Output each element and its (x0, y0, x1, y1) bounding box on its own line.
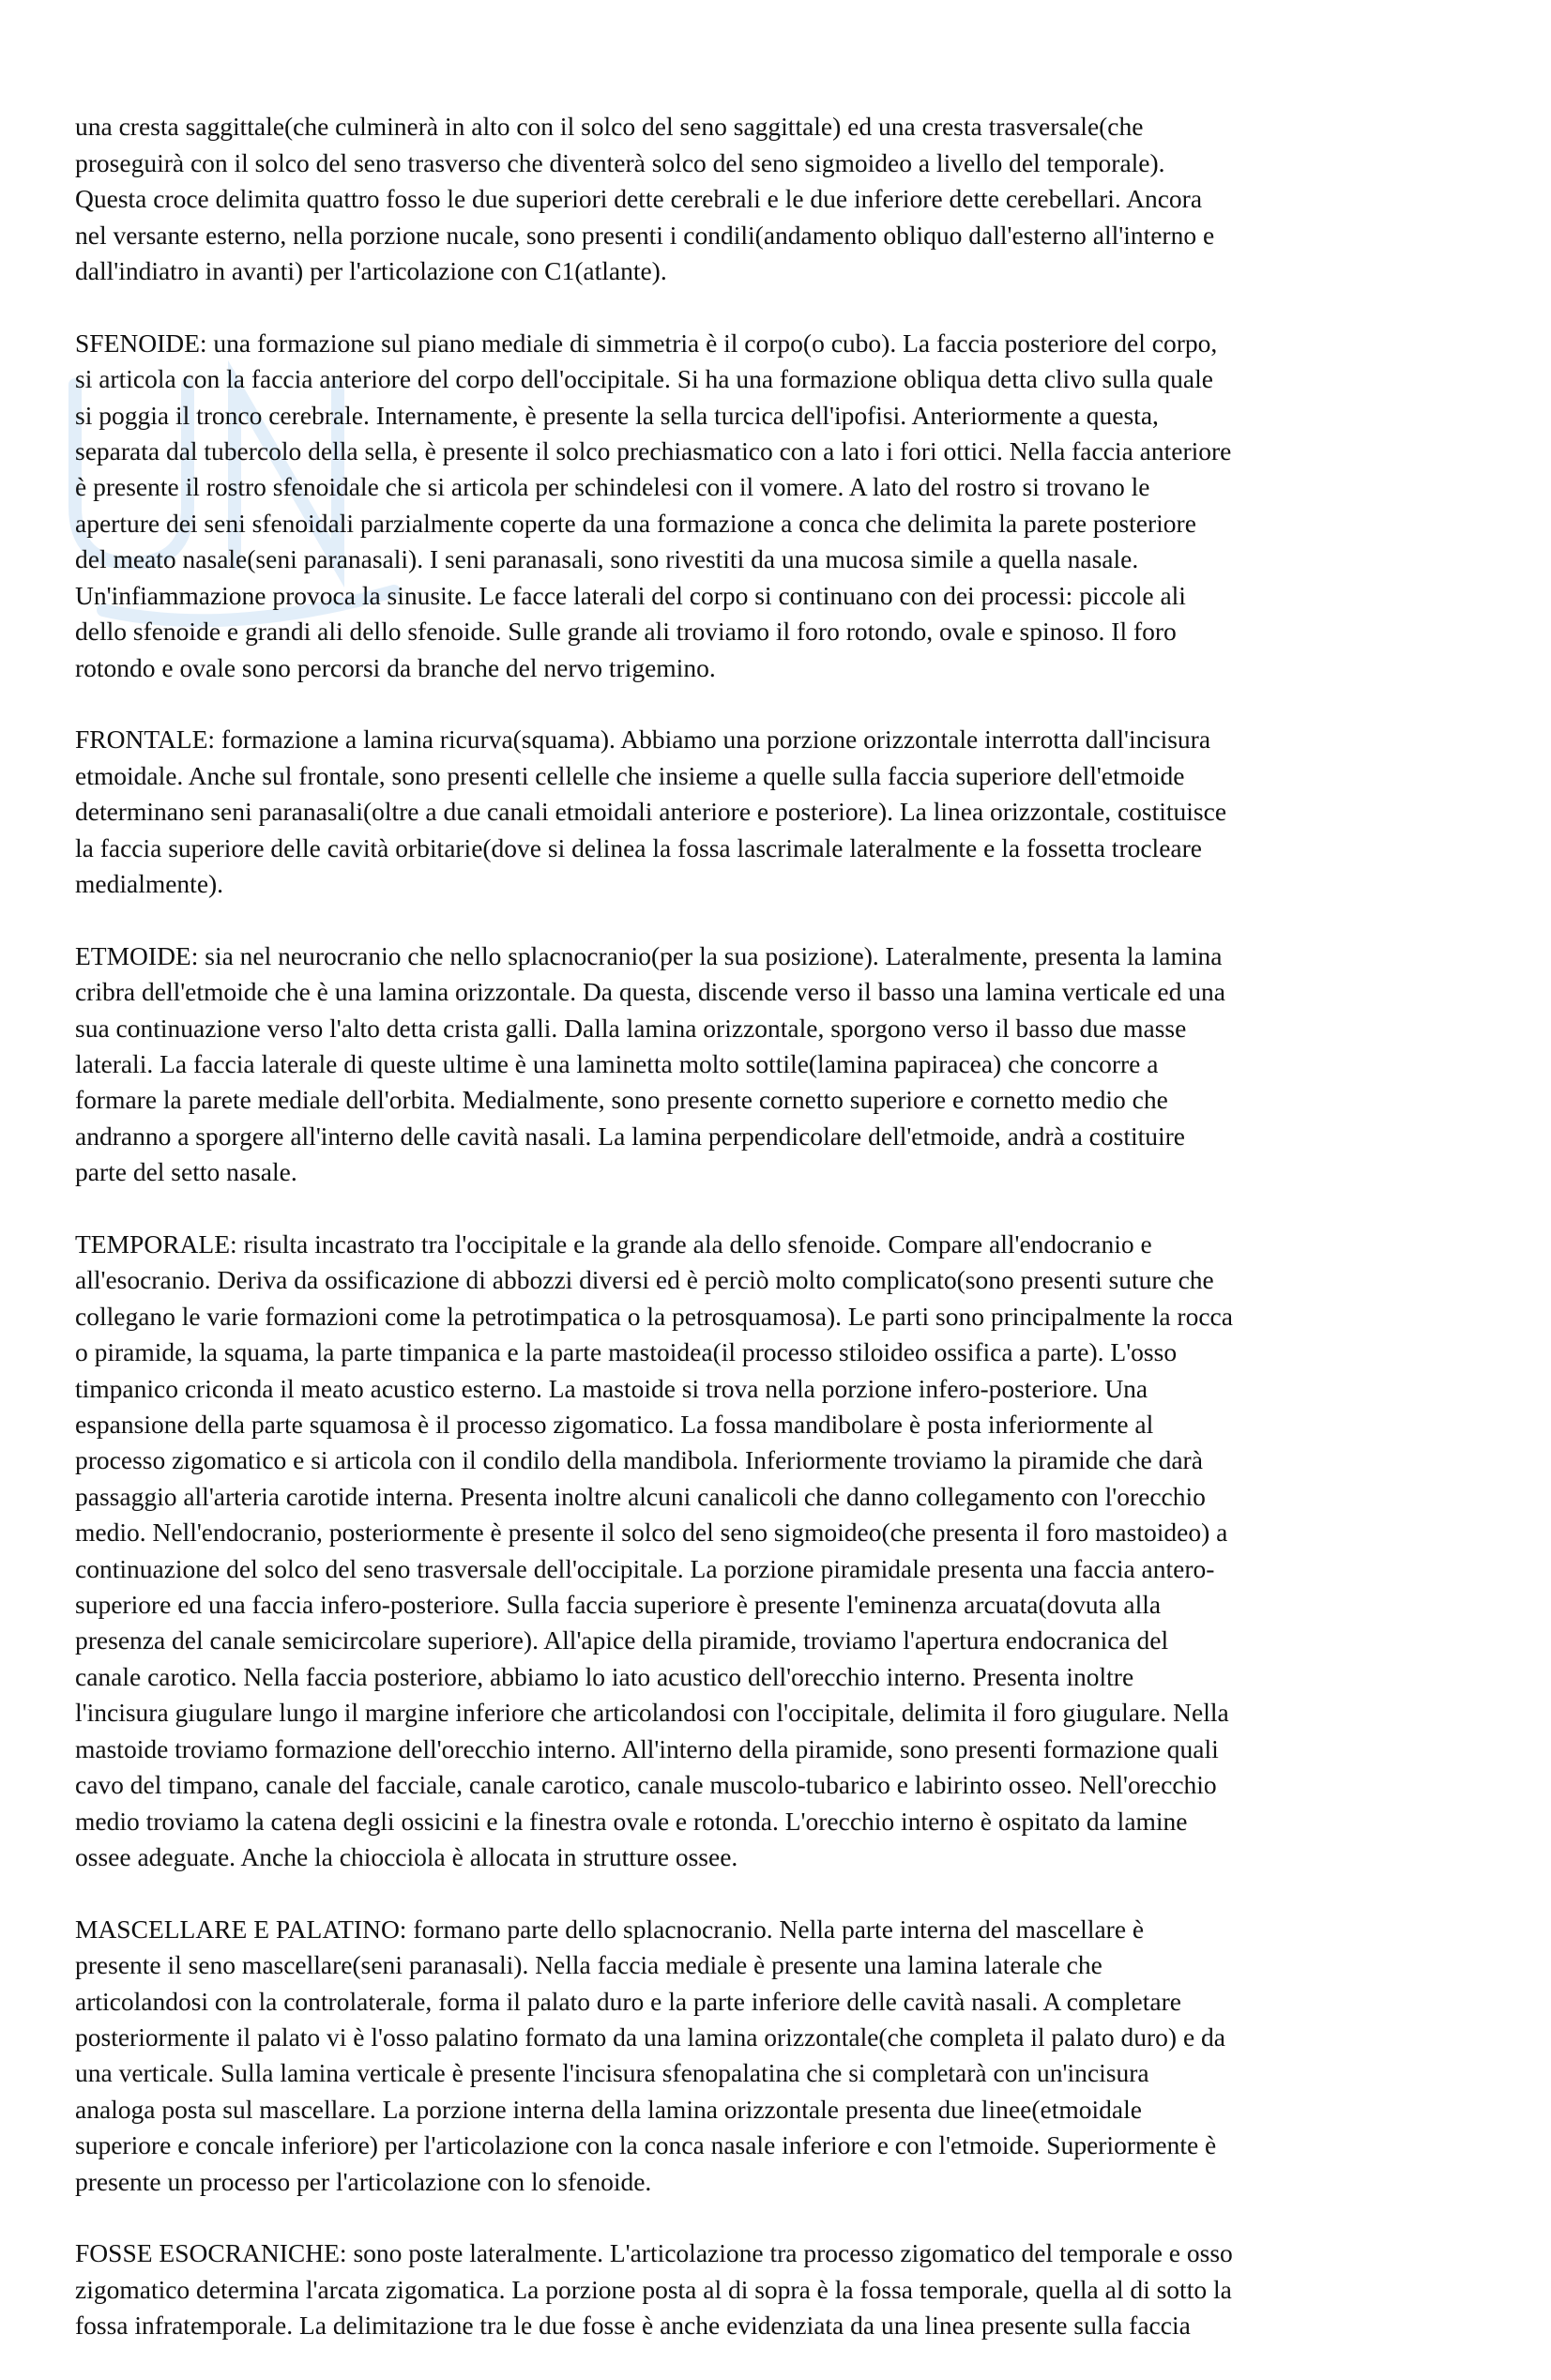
paragraph-temporale: TEMPORALE: risulta incastrato tra l'occipitale e la grande ala dello sfenoide. Compare all'endocranio e all'esocranio. Deriva da ossificazione di abbozzi diversi ed è perciò molto complicato(sono presenti suture che collegano le varie formazioni come la petrotimpatica o la petrosquamosa). Le parti sono principalmente la rocca o piramide, la squama, la parte timpanica e la parte mastoidea(il processo stiloideo ossifica a parte). L'osso timpanico criconda il meato acustico esterno. La mastoide si trova nella porzione infero-posteriore. Una espansione della parte squamosa è il processo zigomatico. La fossa mandibolare è posta inferiormente al processo zigomatico e si articola con il condilo della mandibola. Inferiormente troviamo la piramide che darà passaggio all'arteria carotide interna. Presenta inoltre alcuni canalicoli che danno collegamento con l'orecchio medio. Nell'endocranio, posteriormente è presente il solco del seno sigmoideo(che presenta il foro mastoideo) a continuazione del solco del seno trasversale dell'occipitale. La porzione piramidale presenta una faccia antero- superiore ed una faccia infero-posteriore. Sulla faccia superiore è presente l'eminenza arcuata(dovuta alla presenza del canale semicircolare superiore). All'apice della piramide, troviamo l'apertura endocranica del canale carotico. Nella faccia posteriore, abbiamo lo iato acustico dell'orecchio interno. Presenta inoltre l'incisura giugulare lungo il margine inferiore che articolandosi con l'occipitale, delimita il foro giugulare. Nella mastoide troviamo formazione dell'orecchio interno. All'interno della piramide, sono presenti formazione quali cavo del timpano, canale del facciale, canale carotico, canale muscolo-tubarico e labirinto osseo. Nell'orecchio medio troviamo la catena degli ossicini e la finestra ovale e rotonda. L'orecchio interno è ospitato da lamine ossee adeguate. Anche la chiocciola è allocata in strutture ossee. (75, 1229, 1233, 1871)
paragraph-mascellare-palatino: MASCELLARE E PALATINO: formano parte dello splacnocranio. Nella parte interna del mascellare è presente il seno mascellare(seni paranasali). Nella faccia mediale è presente una lamina laterale che articolandosi con la controlaterale, forma il palato duro e la parte inferiore delle cavità nasali. A completare posteriormente il palato vi è l'osso palatino formato da una lamina orizzontale(che completa il palato duro) e da una verticale. Sulla lamina verticale è presente l'incisura sfenopalatina che si completarà con un'incisura analoga posta sul mascellare. La porzione interna della lamina orizzontale presenta due linee(etmoidale superiore e concale inferiore) per l'articolazione con la conca nasale inferiore e con l'etmoide. Superiormente è presente un processo per l'articolazione con lo sfenoide. (75, 1914, 1225, 2196)
paragraph-fosse-esocraniche: FOSSE ESOCRANICHE: sono poste lateralmente. L'articolazione tra processo zigomatico del temporale e osso zigomatico determina l'arcata zigomatica. La porzione posta al di sopra è la fossa temporale, quella al di sotto la fossa infratemporale. La delimitazione tra le due fosse è anche evidenziata da una linea presente sulla faccia (75, 2238, 1233, 2341)
paragraph-etmoide: ETMOIDE: sia nel neurocranio che nello splacnocranio(per la sua posizione). Lateralmente, presenta la lamina cribra dell'etmoide che è una lamina orizzontale. Da questa, discende verso il basso una lamina verticale ed una sua continuazione verso l'alto detta crista galli. Dalla lamina orizzontale, sporgono verso il basso due masse laterali. La faccia laterale di queste ultime è una laminetta molto sottile(lamina papiracea) che concorre a formare la parete mediale dell'orbita. Medialmente, sono presente cornetto superiore e cornetto medio che andranno a sporgere all'interno delle cavità nasali. La lamina perpendicolare dell'etmoide, andrà a costituire parte del setto nasale. (75, 940, 1225, 1187)
paragraph-occipitale-continued: una cresta saggittale(che culminerà in alto con il solco del seno saggittale) ed una cresta trasversale(che proseguirà con il solco del seno trasverso che diventerà solco del seno sigmoideo a livello del temporale). Questa croce delimita quattro fosso le due superiori dette cerebrali e le due inferiore dette cerebellari. Ancora nel versante esterno, nella porzione nucale, sono presenti i condili(andamento obliquo dall'esterno all'interno e dall'indiatro in avanti) per l'articolazione con C1(atlante). (75, 112, 1215, 286)
paragraph-frontale: FRONTALE: formazione a lamina ricurva(squama). Abbiamo una porzione orizzontale interrotta dall'incisura etmoidale. Anche sul frontale, sono presenti cellelle che insieme a quelle sulla faccia superiore dell'etmoide determinano seni paranasali(oltre a due canali etmoidali anteriore e posteriore). La linea orizzontale, costituisce la faccia superiore delle cavità orbitarie(dove si delinea la fossa lascrimale lateralmente e la fossetta trocleare medialmente). (75, 725, 1227, 898)
document-body (75, 73, 1483, 2380)
paragraph-sfenoide: SFENOIDE: una formazione sul piano mediale di simmetria è il corpo(o cubo). La faccia posteriore del corpo, si articola con la faccia anteriore del corpo dell'occipitale. Si ha una formazione obliqua detta clivo sulla quale si poggia il tronco cerebrale. Internamente, è presente la sella turcica dell'ipofisi. Anteriormente a questa, separata dal tubercolo della sella, è presente il solco prechiasmatico con a lato i fori ottici. Nella faccia anteriore è presente il rostro sfenoidale che si articola per schindelesi con il vomere. A lato del rostro si trovano le aperture dei seni sfenoidali parzialmente coperte da una formazione a conca che delimita la parete posteriore del meato nasale(seni paranasali). I seni paranasali, sono rivestiti da una mucosa simile a quella nasale. Un'infiammazione provoca la sinusite. Le facce laterali del corpo si continuano con dei processi: piccole ali dello sfenoide e grandi ali dello sfenoide. Sulle grande ali troviamo il foro rotondo, ovale e spinoso. Il foro rotondo e ovale sono percorsi da branche del nervo trigemino. (75, 328, 1232, 682)
